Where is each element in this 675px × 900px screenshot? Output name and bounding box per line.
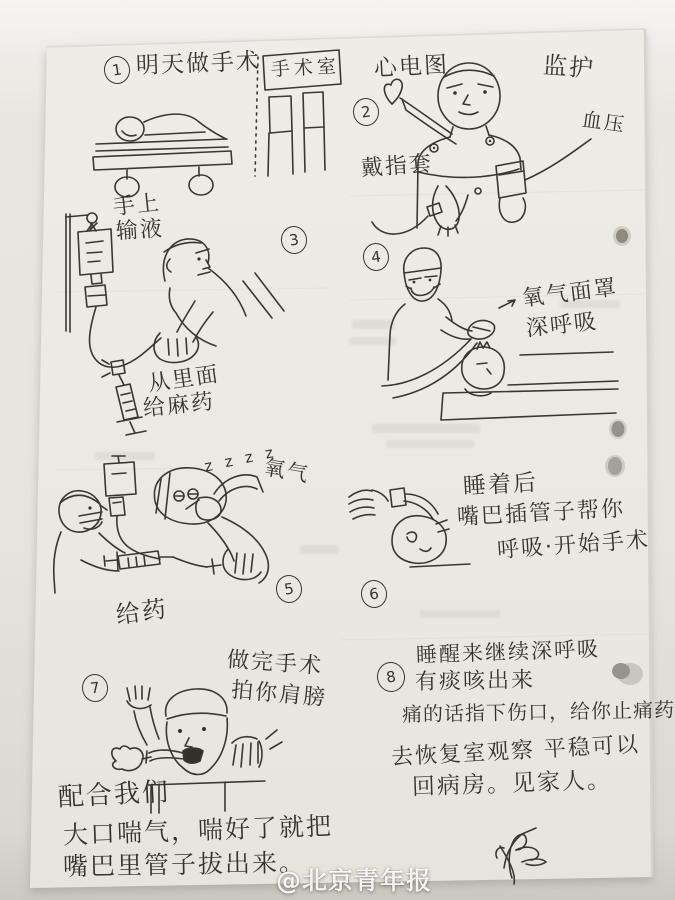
label-iv-line1: 手上 [111, 190, 163, 221]
panel8-number-badge: 8 [375, 660, 407, 694]
label-iv-line2: 输液 [115, 216, 165, 245]
label-zzz: z z z z [202, 442, 279, 476]
panel7-bottom-line1: 配合我们 [57, 777, 171, 813]
label-oxygen-mask: 氧气面罩 [520, 275, 620, 312]
panel2-number-badge: 2 [351, 96, 381, 127]
label-give-medicine: 给药 [114, 594, 170, 630]
label-finger-probe: 戴指套 [360, 151, 434, 182]
panel8-line2: 有痰咳出来 [414, 667, 536, 696]
panel7-bottom-line3: 嘴巴里管子拔出来。 [62, 847, 307, 882]
panel8-line1: 睡醒来继续深呼吸 [415, 636, 601, 668]
panel5-number-badge: 5 [274, 573, 304, 604]
panel7-bottom-line2: 大口喘气，喘好了就把 [62, 811, 334, 850]
panel1-caption: 明天做手术 [135, 48, 262, 80]
news-watermark: @北京青年报 [276, 866, 433, 895]
label-oxygen: 氧气 [262, 455, 312, 487]
panel8-line3: 痛的话指下伤口，给你止痛药 [401, 697, 675, 727]
panel6-line2: 嘴巴插管子帮你 [456, 496, 626, 531]
label-anesthesia-line2: 给麻药 [141, 389, 217, 422]
panel6-line3: 呼吸·开始手术 [496, 527, 651, 564]
panel4-number-badge: 4 [361, 241, 391, 272]
label-monitor: 监护 [542, 51, 596, 83]
label-blood-pressure: 血压 [580, 107, 628, 137]
panel7-line1: 做完手术 [226, 647, 324, 680]
panel6-line1: 睡着后 [462, 470, 539, 500]
label-deep-breath: 深呼吸 [524, 309, 600, 342]
or-door-sign: 手术室 [270, 55, 341, 81]
label-ecg: 心电图 [373, 52, 450, 82]
panel6-number-badge: 6 [359, 578, 389, 609]
panel3-number-badge: 3 [279, 224, 309, 255]
panel8-line4: 去恢复室观察 平稳可以 [390, 732, 641, 771]
panel8-line5: 回病房。见家人。 [411, 767, 613, 801]
panel7-number-badge: 7 [80, 672, 110, 703]
label-anesthesia-line1: 从里面 [146, 362, 222, 397]
panel1-number-badge: 1 [102, 54, 132, 85]
panel7-line2: 拍你肩膀 [230, 677, 328, 712]
